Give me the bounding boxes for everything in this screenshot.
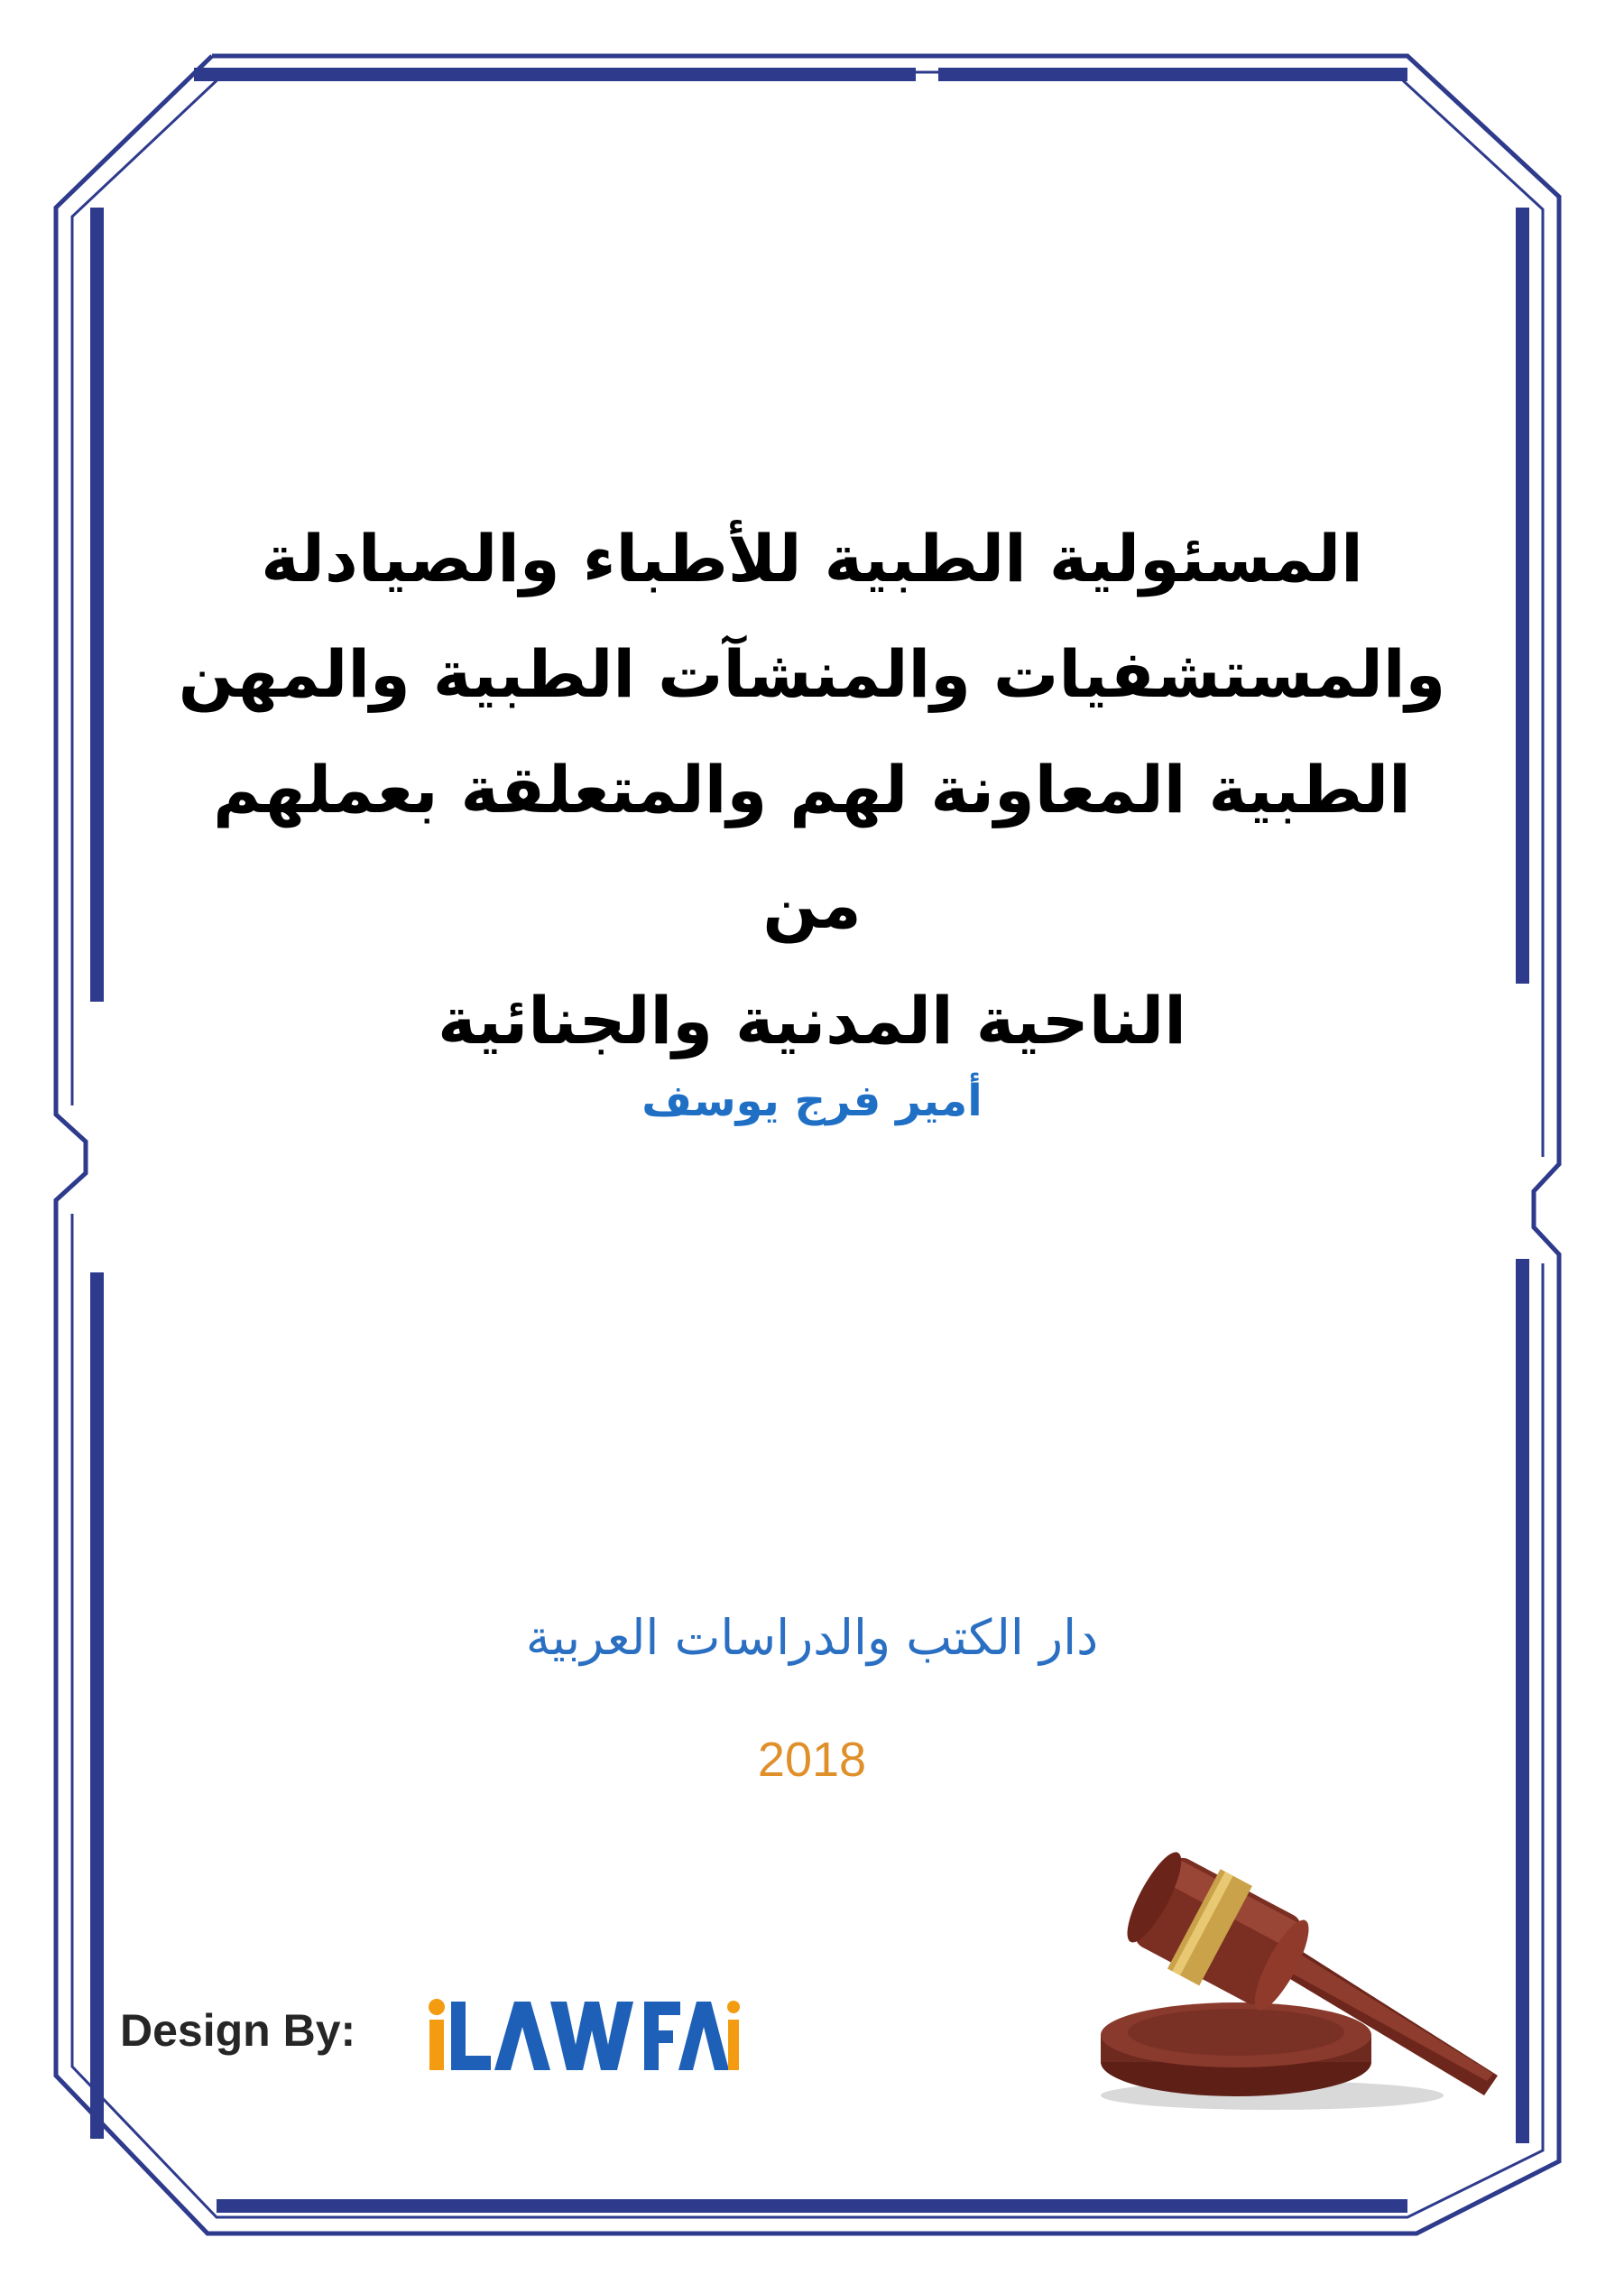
publisher-name: دار الكتب والدراسات العربية <box>525 1609 1099 1666</box>
title-line-3: الطبية المعاونة لهم والمتعلقة بعملهم من <box>213 752 1411 943</box>
publication-year: 2018 <box>757 1733 867 1787</box>
title-line-1: المسئولية الطبية للأطباء والصيادلة <box>261 521 1363 596</box>
design-by-label: Design By: <box>120 2005 356 2056</box>
title-line-2: والمستشفيات والمنشآت الطبية والمهن <box>178 636 1446 712</box>
book-title <box>153 501 1471 1078</box>
title-line-4: الناحية المدنية والجنائية <box>438 983 1186 1059</box>
ilawfair-logo <box>424 1994 749 2076</box>
gavel-icon <box>1083 1832 1507 2121</box>
author-name: أمير فرج يوسف <box>641 1076 983 1126</box>
